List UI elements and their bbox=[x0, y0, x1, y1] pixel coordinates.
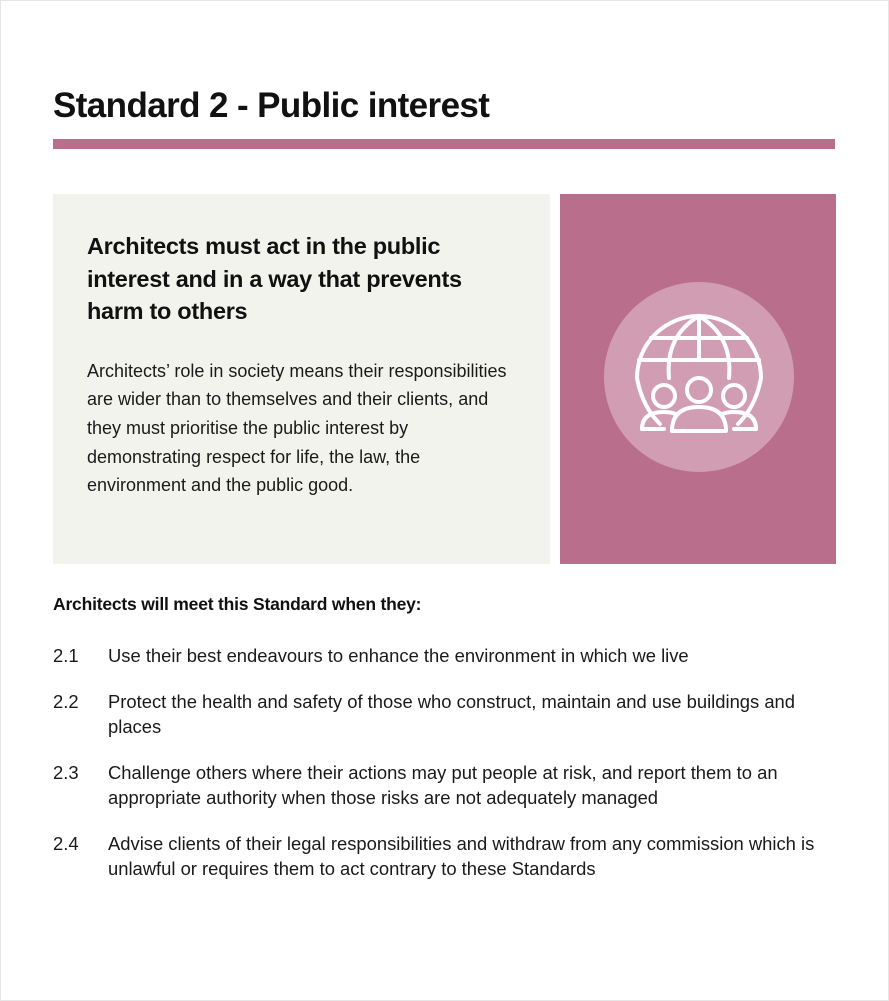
globe-with-people-icon bbox=[604, 282, 794, 472]
list-item bbox=[53, 831, 843, 882]
intro-body: Architects’ role in society means their responsibilities are wider than to themselves and their clients, and they must prioritise the public interest by demonstrating respect for life, the law, the environment and the public good. bbox=[87, 360, 507, 496]
page-title: Standard 2 - Public interest bbox=[53, 86, 490, 125]
clause-text: Use their best endeavours to enhance the environment in which we live bbox=[108, 645, 689, 666]
standard-clause-list bbox=[53, 643, 843, 902]
clause-text: Challenge others where their actions may put people at risk, and report them to an appropriate authority when those risks are not adequately managed bbox=[108, 761, 778, 808]
icon-circle bbox=[604, 282, 794, 472]
intro-heading: Architects must act in the public interest and in a way that prevents harm to others bbox=[87, 233, 462, 324]
list-item bbox=[53, 689, 843, 740]
clause-number: 2.3 bbox=[53, 761, 79, 783]
list-item bbox=[53, 760, 843, 811]
clause-number: 2.2 bbox=[53, 690, 79, 712]
intro-panel bbox=[53, 194, 550, 564]
standard-lead-in: Architects will meet this Standard when they: bbox=[53, 594, 422, 614]
icon-panel bbox=[560, 194, 836, 564]
clause-number: 2.4 bbox=[53, 832, 79, 854]
clause-text: Advise clients of their legal responsibilities and withdraw from any commission which is unlawful or requires them to act contrary to these Standards bbox=[108, 832, 815, 879]
clause-text: Protect the health and safety of those who construct, maintain and use buildings and places bbox=[108, 690, 796, 737]
list-item bbox=[53, 643, 843, 669]
clause-number: 2.1 bbox=[53, 645, 79, 666]
title-underline bbox=[53, 139, 835, 149]
